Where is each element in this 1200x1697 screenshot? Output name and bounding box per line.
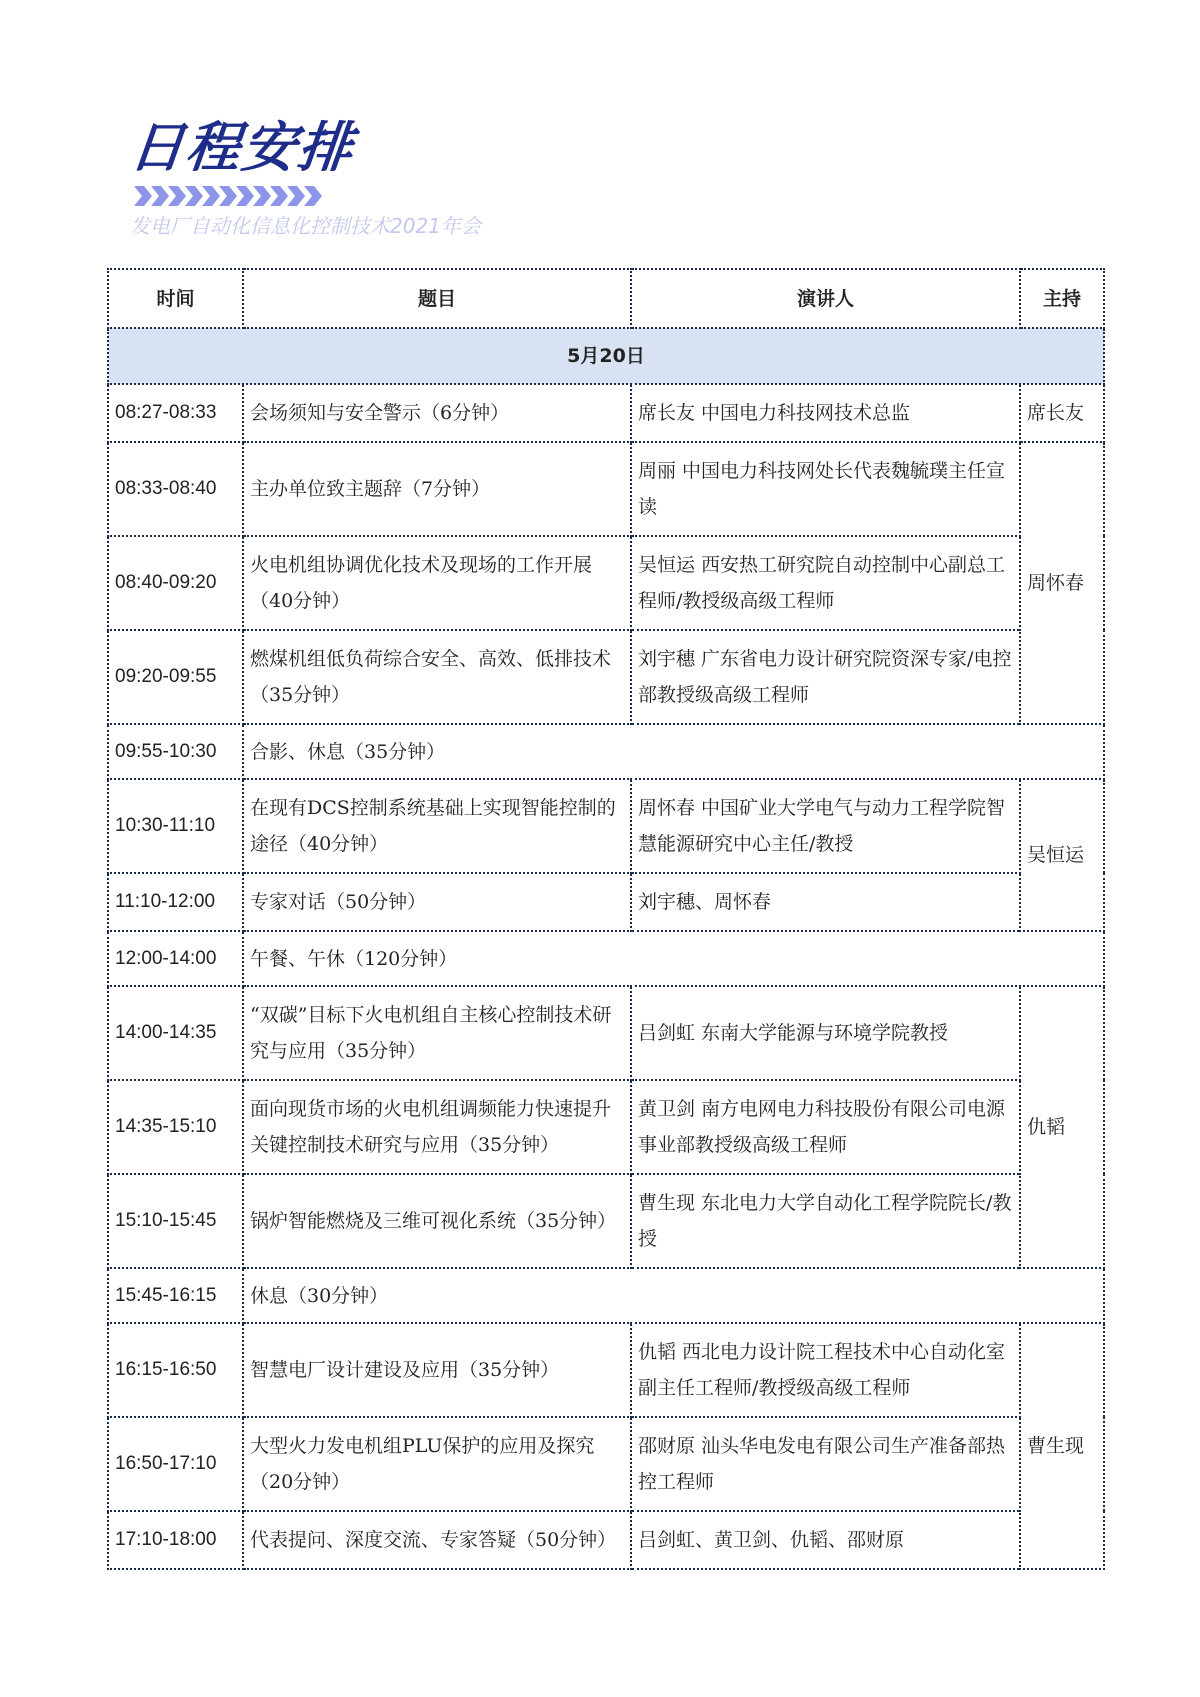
- page-title: 日程安排: [126, 116, 358, 179]
- time-cell: 08:40-09:20: [108, 536, 243, 630]
- topic-cell: 在现有DCS控制系统基础上实现智能控制的途径（40分钟）: [243, 779, 631, 873]
- time-cell: 11:10-12:00: [108, 873, 243, 931]
- speaker-cell: 黄卫剑 南方电网电力科技股份有限公司电源事业部教授级高级工程师: [631, 1080, 1020, 1174]
- speaker-cell: 曹生现 东北电力大学自动化工程学院院长/教授: [631, 1174, 1020, 1268]
- date-label: 5月20日: [108, 328, 1104, 384]
- table-header-row: [108, 269, 1104, 328]
- page-subtitle: 发电厂自动化信息化控制技术2021年会: [130, 214, 481, 238]
- speaker-cell: 周怀春 中国矿业大学电气与动力工程学院智慧能源研究中心主任/教授: [631, 779, 1020, 873]
- host-cell: 席长友: [1020, 384, 1104, 442]
- time-cell: 09:55-10:30: [108, 724, 243, 779]
- time-cell: 16:15-16:50: [108, 1323, 243, 1417]
- topic-cell: 主办单位致主题辞（7分钟）: [243, 442, 631, 536]
- table-row: [108, 873, 1104, 931]
- time-cell: 15:10-15:45: [108, 1174, 243, 1268]
- break-row: [108, 724, 1104, 779]
- table-row: [108, 1323, 1104, 1417]
- column-header-time: 时间: [108, 269, 243, 328]
- speaker-cell: 席长友 中国电力科技网技术总监: [631, 384, 1020, 442]
- time-cell: 09:20-09:55: [108, 630, 243, 724]
- topic-cell: 代表提问、深度交流、专家答疑（50分钟）: [243, 1511, 631, 1569]
- table-row: [108, 779, 1104, 873]
- topic-cell: “双碳”目标下火电机组自主核心控制技术研究与应用（35分钟）: [243, 986, 631, 1080]
- speaker-cell: 吴恒运 西安热工研究院自动控制中心副总工程师/教授级高级工程师: [631, 536, 1020, 630]
- topic-cell: 会场须知与安全警示（6分钟）: [243, 384, 631, 442]
- speaker-cell: 刘宇穗 广东省电力设计研究院资深专家/电控部教授级高级工程师: [631, 630, 1020, 724]
- table-row: [108, 986, 1104, 1080]
- time-cell: 08:27-08:33: [108, 384, 243, 442]
- page-header: [126, 116, 481, 238]
- chevron-decoration-icon: [134, 186, 324, 206]
- speaker-cell: 周丽 中国电力科技网处长代表魏毓璞主任宣读: [631, 442, 1020, 536]
- table-row: [108, 1174, 1104, 1268]
- host-cell: 仇韬: [1020, 986, 1104, 1268]
- break-row: [108, 931, 1104, 986]
- column-header-speaker: 演讲人: [631, 269, 1020, 328]
- time-cell: 16:50-17:10: [108, 1417, 243, 1511]
- topic-cell: 专家对话（50分钟）: [243, 873, 631, 931]
- time-cell: 14:35-15:10: [108, 1080, 243, 1174]
- time-cell: 08:33-08:40: [108, 442, 243, 536]
- table-row: [108, 442, 1104, 536]
- speaker-cell: 吕剑虹、黄卫剑、仇韬、邵财原: [631, 1511, 1020, 1569]
- topic-cell: 燃煤机组低负荷综合安全、高效、低排技术（35分钟）: [243, 630, 631, 724]
- speaker-cell: 吕剑虹 东南大学能源与环境学院教授: [631, 986, 1020, 1080]
- time-cell: 12:00-14:00: [108, 931, 243, 986]
- time-cell: 14:00-14:35: [108, 986, 243, 1080]
- topic-cell: 面向现货市场的火电机组调频能力快速提升关键控制技术研究与应用（35分钟）: [243, 1080, 631, 1174]
- table-row: [108, 536, 1104, 630]
- table-row: [108, 1511, 1104, 1569]
- speaker-cell: 仇韬 西北电力设计院工程技术中心自动化室副主任工程师/教授级高级工程师: [631, 1323, 1020, 1417]
- break-cell: 合影、休息（35分钟）: [243, 724, 1104, 779]
- time-cell: 10:30-11:10: [108, 779, 243, 873]
- table-row: [108, 1417, 1104, 1511]
- speaker-cell: 邵财原 汕头华电发电有限公司生产准备部热控工程师: [631, 1417, 1020, 1511]
- table-row: [108, 384, 1104, 442]
- table-row: [108, 1080, 1104, 1174]
- host-cell: 吴恒运: [1020, 779, 1104, 931]
- host-cell: 曹生现: [1020, 1323, 1104, 1569]
- break-cell: 午餐、午休（120分钟）: [243, 931, 1104, 986]
- date-row: [108, 328, 1104, 384]
- topic-cell: 大型火力发电机组PLU保护的应用及探究（20分钟）: [243, 1417, 631, 1511]
- column-header-host: 主持: [1020, 269, 1104, 328]
- break-cell: 休息（30分钟）: [243, 1268, 1104, 1323]
- time-cell: 17:10-18:00: [108, 1511, 243, 1569]
- time-cell: 15:45-16:15: [108, 1268, 243, 1323]
- schedule-table: [107, 268, 1105, 1570]
- topic-cell: 锅炉智能燃烧及三维可视化系统（35分钟）: [243, 1174, 631, 1268]
- break-row: [108, 1268, 1104, 1323]
- table-row: [108, 630, 1104, 724]
- topic-cell: 智慧电厂设计建设及应用（35分钟）: [243, 1323, 631, 1417]
- column-header-topic: 题目: [243, 269, 631, 328]
- speaker-cell: 刘宇穗、周怀春: [631, 873, 1020, 931]
- topic-cell: 火电机组协调优化技术及现场的工作开展（40分钟）: [243, 536, 631, 630]
- host-cell: 周怀春: [1020, 442, 1104, 724]
